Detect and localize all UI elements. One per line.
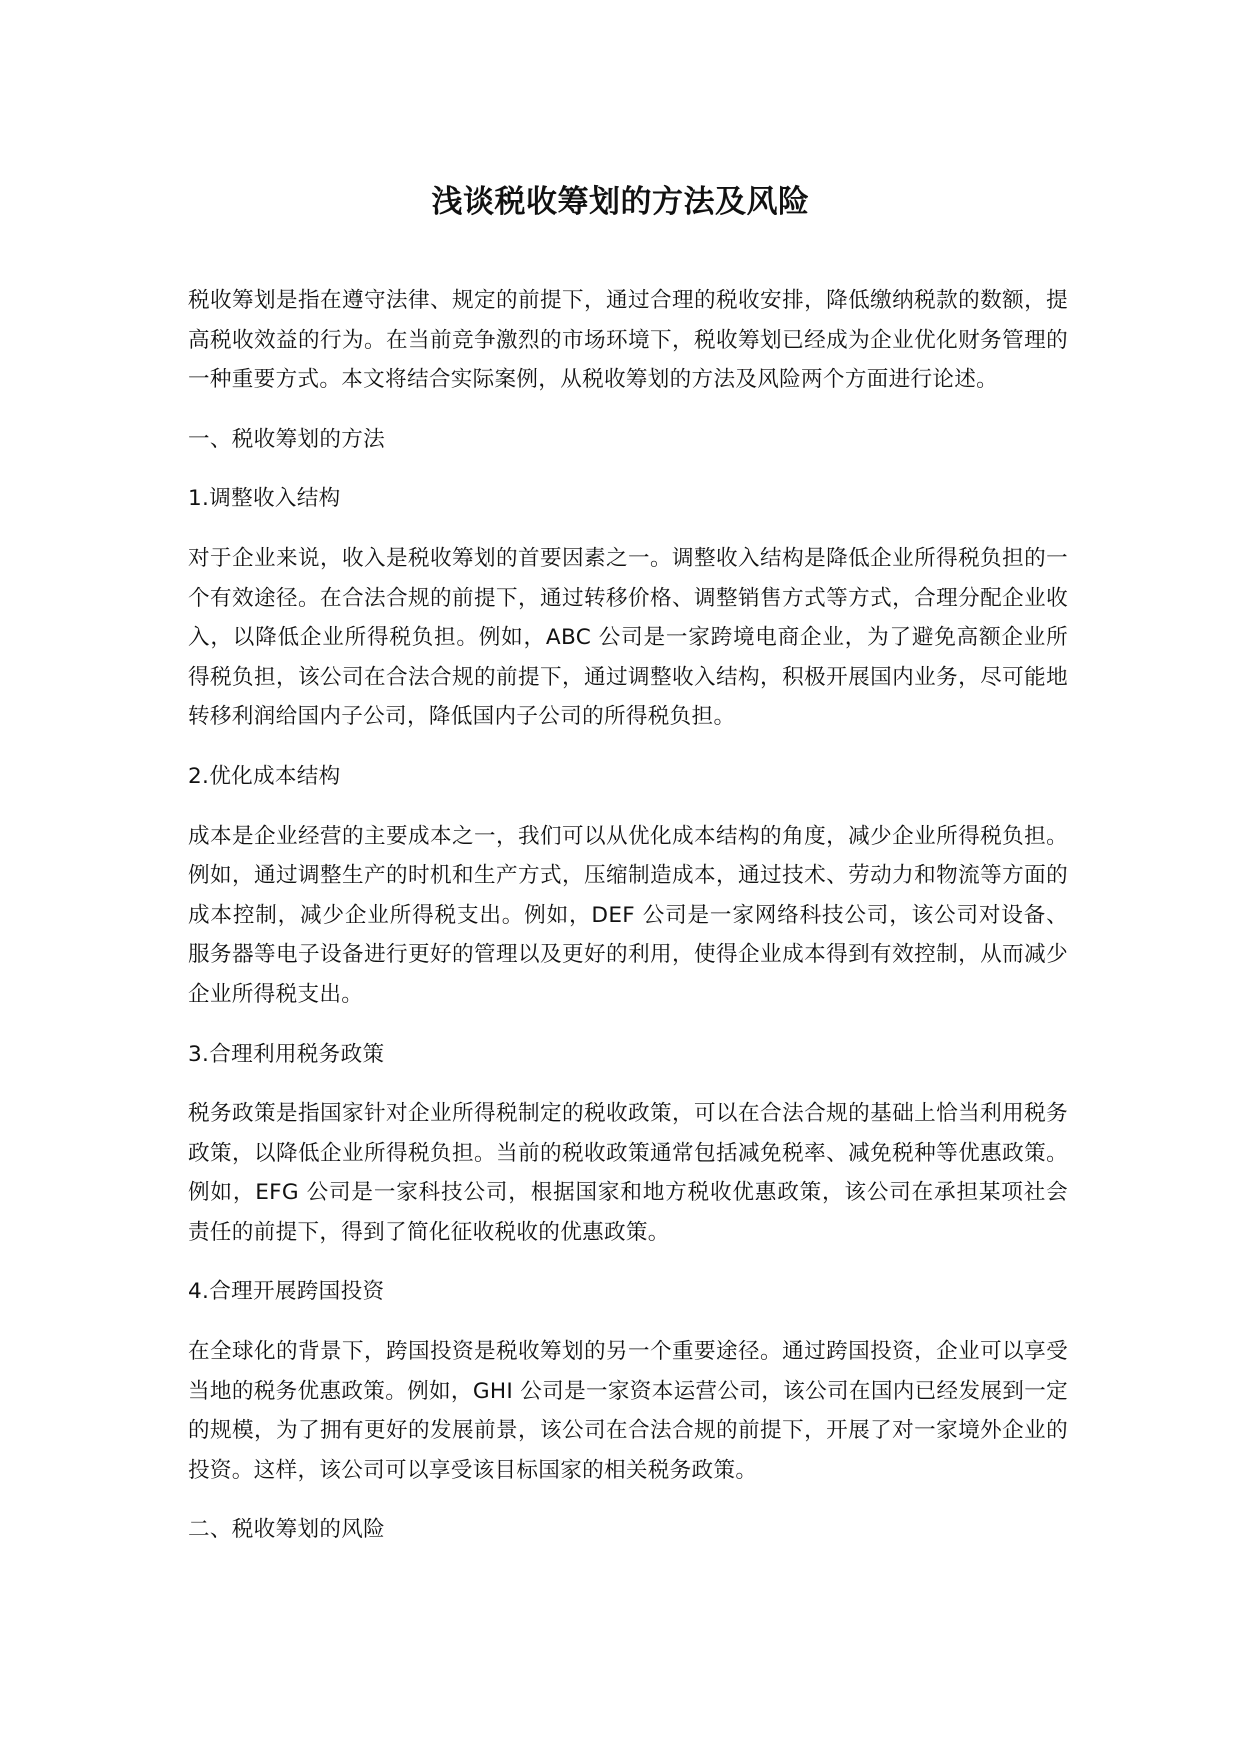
- subheading-income-structure: 1.调整收入结构: [188, 486, 341, 512]
- section-heading-methods: 一、税收筹划的方法: [188, 426, 386, 452]
- section-heading-risks: 二、税收筹划的风险: [188, 1517, 386, 1543]
- paragraph-tax-policy: 税务政策是指国家针对企业所得税制定的税收政策，可以在合法合规的基础上恰当利用税务政策，以降低企业所得税负担。当前的税收政策通常包括减免税率、减免税种等优惠政策。例如，EFG 公司是一家科技公司，根据国家和地方税收优惠政策，该公司在承担某项社会责任的前提下，得到了简化征收税收的优惠政策。: [188, 1101, 1068, 1245]
- paragraph-income-structure: 对于企业来说，收入是税收筹划的首要因素之一。调整收入结构是降低企业所得税负担的一个有效途径。在合法合规的前提下，通过转移价格、调整销售方式等方式，合理分配企业收入，以降低企业所得税负担。例如，ABC 公司是一家跨境电商企业，为了避免高额企业所得税负担，该公司在合法合规的前提下，通过调整收入结构，积极开展国内业务，尽可能地转移利润给国内子公司，降低国内子公司的所得税负担。: [188, 545, 1068, 730]
- document-title: 浅谈税收筹划的方法及风险: [431, 184, 810, 220]
- document-body: [188, 281, 1068, 1550]
- subheading-tax-policy: 3.合理利用税务政策: [188, 1041, 385, 1067]
- paragraph-cost-structure: 成本是企业经营的主要成本之一，我们可以从优化成本结构的角度，减少企业所得税负担。例如，通过调整生产的时机和生产方式，压缩制造成本，通过技术、劳动力和物流等方面的成本控制，减少企业所得税支出。例如，DEF 公司是一家网络科技公司，该公司对设备、服务器等电子设备进行更好的管理以及更好的利用，使得企业成本得到有效控制，从而减少企业所得税支出。: [188, 823, 1068, 1007]
- paragraph-cross-border-investment: 在全球化的背景下，跨国投资是税收筹划的另一个重要途径。通过跨国投资，企业可以享受当地的税务优惠政策。例如，GHI 公司是一家资本运营公司，该公司在国内已经发展到一定的规模，为了拥有更好的发展前景，该公司在合法合规的前提下，开展了对一家境外企业的投资。这样，该公司可以享受该目标国家的相关税务政策。: [188, 1339, 1068, 1483]
- subheading-cost-structure: 2.优化成本结构: [188, 763, 341, 789]
- intro-paragraph: 税收筹划是指在遵守法律、规定的前提下，通过合理的税收安排，降低缴纳税款的数额，提高税收效益的行为。在当前竞争激烈的市场环境下，税收筹划已经成为企业优化财务管理的一种重要方式。本文将结合实际案例，从税收筹划的方法及风险两个方面进行论述。: [188, 288, 1068, 393]
- subheading-cross-border-investment: 4.合理开展跨国投资: [188, 1279, 385, 1305]
